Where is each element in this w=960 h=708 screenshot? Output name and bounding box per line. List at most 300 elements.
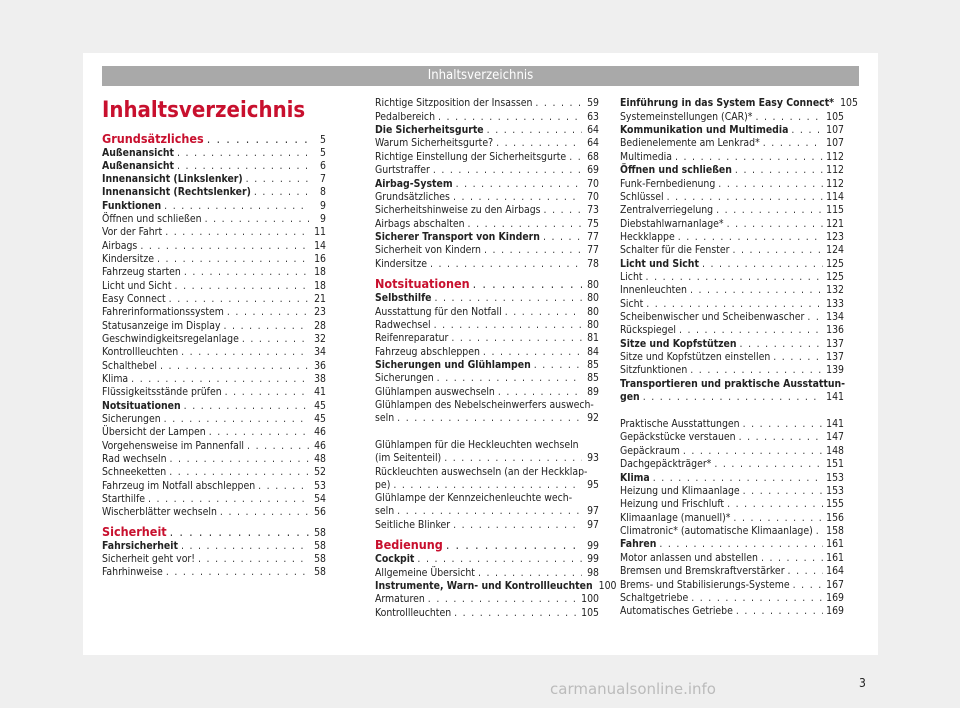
toc-entry-page: 139 — [826, 364, 844, 376]
toc-entry-title: Fahrsicherheit — [102, 540, 178, 552]
dot-leader — [505, 306, 582, 319]
toc-entry-title: Rad wechseln — [102, 453, 167, 465]
toc-section-heading — [375, 276, 599, 293]
dot-leader — [691, 592, 823, 605]
toc-entry-page: 151 — [826, 458, 844, 470]
toc-entry-page: 80 — [587, 279, 599, 291]
toc-entry-title: Außenansicht — [102, 147, 175, 159]
toc-entry-page: 36 — [314, 360, 326, 372]
toc-entry — [102, 186, 326, 199]
dot-leader — [816, 525, 823, 538]
dot-leader — [444, 452, 582, 465]
toc-entry-title: Allgemeine Übersicht — [375, 567, 475, 579]
toc-entry — [375, 466, 599, 492]
toc-entry — [375, 218, 599, 231]
toc-entry-page: 77 — [587, 231, 599, 243]
dot-leader — [535, 97, 582, 110]
toc-entry-title: Easy Connect — [102, 293, 166, 305]
toc-entry — [620, 472, 844, 485]
dot-leader — [714, 458, 823, 471]
toc-entry-page: 64 — [587, 137, 599, 149]
toc-entry-page: 45 — [314, 413, 326, 425]
toc-entry-page: 46 — [314, 426, 326, 438]
toc-entry-page: 75 — [587, 218, 599, 230]
dot-leader — [761, 552, 823, 565]
toc-entry-page: 77 — [587, 244, 599, 256]
toc-entry — [375, 151, 599, 164]
toc-entry — [620, 605, 844, 618]
dot-leader — [788, 565, 824, 578]
toc-entry-title: Motor anlassen und abstellen — [620, 552, 758, 564]
dot-leader — [683, 445, 823, 458]
toc-entry — [620, 151, 844, 164]
toc-entry-title: Fahrzeug im Notfall abschleppen — [102, 480, 256, 492]
toc-entry-page: 161 — [826, 552, 844, 564]
dot-leader — [498, 386, 582, 399]
toc-entry-title: Sicherheit geht vor! — [102, 553, 195, 565]
toc-entry — [375, 399, 599, 425]
toc-entry-page: 169 — [826, 605, 844, 617]
toc-entry — [102, 266, 326, 279]
toc-entry-title: Öffnen und schließen — [102, 213, 202, 225]
toc-entry — [375, 519, 599, 532]
dot-leader — [247, 440, 309, 453]
toc-entry-title: Instrumente, Warn- und Kontrollleuchten — [375, 580, 593, 592]
toc-entry-page: 134 — [826, 311, 844, 323]
toc-entry-page: 14 — [314, 240, 326, 252]
dot-leader — [430, 258, 582, 271]
toc-entry-title: Diebstahlwarnanlage* — [620, 218, 724, 230]
toc-entry-title: Schaltgetriebe — [620, 592, 689, 604]
dot-leader — [791, 124, 823, 137]
toc-entry — [620, 538, 844, 551]
toc-entry — [620, 579, 844, 592]
toc-entry — [375, 244, 599, 257]
toc-entry — [102, 293, 326, 306]
toc-entry — [620, 231, 844, 244]
dot-leader — [454, 607, 578, 620]
toc-entry-page: 153 — [826, 472, 844, 484]
toc-entry — [620, 324, 844, 337]
toc-entry-title: Sicherungen — [375, 372, 434, 384]
dot-leader — [743, 418, 824, 431]
toc-entry-title: Richtige Einstellung der Sicherheitsgurte — [375, 151, 567, 163]
toc-entry — [620, 485, 844, 498]
dot-leader — [184, 400, 309, 413]
toc-entry-title: Klima — [620, 472, 650, 484]
toc-entry — [620, 431, 844, 444]
dot-leader — [679, 324, 823, 337]
toc-entry-title: Fahrzeug abschleppen — [375, 346, 480, 358]
toc-entry — [375, 372, 599, 385]
toc-entry-title: Cockpit — [375, 553, 415, 565]
dot-leader — [258, 480, 309, 493]
toc-entry-title: Öffnen und schließen — [620, 164, 732, 176]
toc-entry-title: Gepäckstücke verstauen — [620, 431, 736, 443]
toc-entry-title: Brems- und Stabilisierungs-Systeme — [620, 579, 790, 591]
toc-entry — [620, 512, 844, 525]
dot-leader — [181, 346, 309, 359]
toc-entry-page: 155 — [826, 498, 844, 510]
toc-entry-page: 53 — [314, 480, 326, 492]
toc-entry-title: Grundsätzliches — [375, 191, 450, 203]
toc-entry-page: 97 — [587, 505, 599, 517]
toc-entry — [620, 338, 844, 351]
toc-entry-title: Warum Sicherheitsgurte? — [375, 137, 494, 149]
dot-leader — [793, 579, 824, 592]
dot-leader — [453, 519, 582, 532]
toc-entry-page: 115 — [826, 204, 844, 216]
dot-leader — [148, 493, 309, 506]
dot-leader — [690, 364, 823, 377]
toc-entry — [375, 191, 599, 204]
dot-leader — [773, 351, 823, 364]
toc-entry-page: 169 — [826, 592, 844, 604]
dot-leader — [718, 178, 823, 191]
toc-entry-title: Notsituationen — [102, 400, 181, 412]
toc-entry — [102, 173, 326, 186]
toc-entry-title: Innenansicht (Linkslenker) — [102, 173, 243, 185]
toc-entry — [620, 218, 844, 231]
toc-entry — [102, 540, 326, 553]
toc-entry-page: 7 — [320, 173, 326, 185]
toc-entry-title: Flüssigkeitsstände prüfen — [102, 386, 222, 398]
toc-entry-title: Sicherheitshinweise zu den Airbags — [375, 204, 541, 216]
toc-entry-title: Climatronic* (automatische Klimaanlage) — [620, 525, 813, 537]
dot-leader — [184, 266, 309, 279]
toc-entry — [102, 280, 326, 293]
toc-entry — [375, 306, 599, 319]
dot-leader — [453, 191, 582, 204]
toc-entry-page: 85 — [587, 372, 599, 384]
toc-entry-title: Sitze und Kopfstützen einstellen — [620, 351, 771, 363]
toc-entry-page: 97 — [587, 519, 599, 531]
toc-entry — [620, 204, 844, 217]
toc-entry-page: 5 — [320, 147, 326, 159]
toc-entry — [620, 111, 844, 124]
dot-leader — [433, 164, 582, 177]
toc-entry — [375, 124, 599, 137]
dot-leader — [220, 506, 309, 519]
toc-entry-title: pe) — [375, 479, 391, 491]
toc-entry-page: 11 — [314, 226, 326, 238]
toc-entry-title: Übersicht der Lampen — [102, 426, 206, 438]
toc-entry-page: 98 — [587, 567, 599, 579]
toc-entry — [102, 413, 326, 426]
toc-entry — [102, 226, 326, 239]
toc-entry-title-line: Rückleuchten auswechseln (an der Heckklap- — [375, 466, 588, 478]
toc-entry — [620, 244, 844, 257]
dot-leader — [209, 426, 309, 439]
toc-entry — [620, 97, 858, 110]
toc-entry-title: Fahrhinweise — [102, 566, 163, 578]
toc-entry-page: 84 — [587, 346, 599, 358]
toc-entry-title: Fahrerinformationssystem — [102, 306, 224, 318]
toc-entry-title: Scheibenwischer und Scheibenwascher — [620, 311, 805, 323]
dot-leader — [569, 151, 582, 164]
dot-leader — [643, 391, 823, 404]
toc-entry-title: Radwechsel — [375, 319, 431, 331]
dot-leader — [496, 137, 582, 150]
toc-entry-title: Multimedia — [620, 151, 672, 163]
toc-entry — [375, 439, 599, 465]
toc-entry-title: Klima — [102, 373, 129, 385]
toc-entry-page: 80 — [587, 292, 599, 304]
toc-entry-page: 9 — [320, 213, 326, 225]
toc-entry-title: Sicherheit — [102, 524, 167, 539]
dot-leader — [446, 537, 582, 552]
toc-entry — [620, 258, 844, 271]
toc-entry-page: 147 — [826, 431, 844, 443]
toc-entry-page: 80 — [587, 319, 599, 331]
toc-entry — [375, 567, 599, 580]
dot-leader — [437, 372, 582, 385]
toc-entry-title-line: Glühlampe der Kennzeichenleuchte wech- — [375, 492, 573, 504]
dot-leader — [177, 160, 309, 173]
dot-leader — [169, 466, 309, 479]
toc-entry-page: 105 — [840, 97, 858, 109]
dot-leader — [170, 453, 309, 466]
dot-leader — [451, 332, 582, 345]
dot-leader — [702, 258, 823, 271]
toc-entry-page: 114 — [826, 191, 844, 203]
toc-entry — [375, 593, 599, 606]
toc-entry — [102, 147, 326, 160]
toc-entry — [620, 378, 844, 404]
toc-entry-page: 95 — [587, 479, 599, 491]
toc-entry — [375, 204, 599, 217]
dot-leader — [205, 213, 309, 226]
toc-entry — [102, 480, 326, 493]
toc-entry — [375, 332, 599, 345]
toc-entry — [620, 525, 844, 538]
toc-entry — [102, 426, 326, 439]
toc-section-heading — [375, 537, 599, 554]
toc-entry-title: Sicherungen — [102, 413, 161, 425]
toc-entry-page: 85 — [587, 359, 599, 371]
toc-entry-page: 156 — [826, 512, 844, 524]
toc-entry-title: Notsituationen — [375, 276, 470, 291]
dot-leader — [170, 524, 309, 539]
dot-leader — [543, 231, 582, 244]
toc-entry-page: 158 — [826, 525, 844, 537]
toc-entry — [620, 137, 844, 150]
toc-entry-title: Gepäckraum — [620, 445, 680, 457]
toc-entry-title-line: Glühlampen des Nebelscheinwerfers auswech- — [375, 399, 594, 411]
dot-leader — [198, 553, 309, 566]
toc-entry — [102, 253, 326, 266]
dot-leader — [140, 240, 309, 253]
toc-entry-title: Pedalbereich — [375, 111, 435, 123]
toc-entry-page: 18 — [314, 280, 326, 292]
toc-entry-title: Kontrollleuchten — [375, 607, 452, 619]
toc-entry — [375, 258, 599, 271]
toc-entry-title-line: Transportieren und praktische Ausstattun- — [620, 378, 846, 390]
toc-entry-title: Starthilfe — [102, 493, 145, 505]
dot-leader — [487, 124, 582, 137]
dot-leader — [224, 320, 310, 333]
toc-entry-page: 58 — [314, 566, 326, 578]
toc-entry-page: 58 — [314, 553, 326, 565]
toc-entry-title: Airbags — [102, 240, 138, 252]
toc-entry-page: 46 — [314, 440, 326, 452]
toc-entry-page: 16 — [314, 253, 326, 265]
toc-entry — [620, 445, 844, 458]
toc-entry-title: Klimaanlage (manuell)* — [620, 512, 731, 524]
toc-entry-title: Kindersitze — [375, 258, 427, 270]
dot-leader — [675, 151, 823, 164]
toc-entry-page: 105 — [826, 111, 844, 123]
toc-entry-title: Sicht — [620, 298, 644, 310]
toc-entry-page: 167 — [826, 579, 844, 591]
dot-leader — [225, 386, 309, 399]
toc-entry-title: Einführung in das System Easy Connect* — [620, 97, 835, 109]
toc-entry — [102, 360, 326, 373]
toc-entry-title: Bremsen und Bremskraftverstärker — [620, 565, 785, 577]
toc-entry-title: Zentralverriegelung — [620, 204, 714, 216]
toc-entry-page: 28 — [314, 320, 326, 332]
toc-entry — [375, 492, 599, 518]
dot-leader — [438, 111, 582, 124]
toc-entry — [375, 319, 599, 332]
toc-entry-title: Heckklappe — [620, 231, 675, 243]
toc-entry-title: Richtige Sitzposition der Insassen — [375, 97, 533, 109]
toc-entry — [102, 320, 326, 333]
toc-entry — [375, 164, 599, 177]
toc-entry-page: 63 — [587, 111, 599, 123]
toc-entry-page: 125 — [826, 271, 844, 283]
toc-entry-title: Wischerblätter wechseln — [102, 506, 217, 518]
dot-leader — [242, 333, 309, 346]
dot-leader — [181, 540, 309, 553]
toc-entry-title: Schalter für die Fenster — [620, 244, 730, 256]
toc-entry — [620, 311, 844, 324]
toc-entry — [375, 231, 599, 244]
dot-leader — [690, 284, 823, 297]
page-number: 3 — [859, 676, 866, 690]
toc-entry-page: 21 — [314, 293, 326, 305]
toc-entry — [102, 160, 326, 173]
toc-entry-title: Heizung und Frischluft — [620, 498, 725, 510]
toc-entry-page: 148 — [826, 445, 844, 457]
dot-leader — [740, 338, 824, 351]
toc-entry-page: 58 — [314, 527, 326, 539]
toc-entry — [620, 124, 844, 137]
toc-entry-page: 136 — [826, 324, 844, 336]
toc-entry-title: Automatisches Getriebe — [620, 605, 733, 617]
dot-leader — [428, 593, 578, 606]
dot-leader — [160, 360, 309, 373]
toc-entry — [102, 306, 326, 319]
toc-entry — [102, 200, 326, 213]
toc-entry-title: Sicherheit von Kindern — [375, 244, 481, 256]
toc-entry — [620, 271, 844, 284]
toc-entry-page: 56 — [314, 506, 326, 518]
toc-entry — [375, 553, 599, 566]
toc-entry-page: 73 — [587, 204, 599, 216]
dot-leader — [763, 137, 823, 150]
toc-entry-page: 100 — [581, 593, 599, 605]
toc-entry-title: Grundsätzliches — [102, 131, 204, 146]
toc-entry-page: 137 — [826, 351, 844, 363]
toc-entry-title: Kommunikation und Multimedia — [620, 124, 789, 136]
toc-entry-title: Heizung und Klimaanlage — [620, 485, 740, 497]
dot-leader — [678, 231, 823, 244]
toc-entry-title: Gurtstraffer — [375, 164, 430, 176]
toc-entry-page: 161 — [826, 538, 844, 550]
toc-entry-page: 124 — [826, 244, 844, 256]
toc-entry-page: 81 — [587, 332, 599, 344]
toc-entry-title: Außenansicht — [102, 160, 175, 172]
toc-entry-title: Bedienung — [375, 537, 443, 552]
toc-entry — [102, 213, 326, 226]
dot-leader — [716, 204, 823, 217]
dot-leader — [473, 276, 582, 291]
toc-entry-page: 112 — [826, 151, 844, 163]
toc-entry-title: Vor der Fahrt — [102, 226, 163, 238]
toc-entry-page: 64 — [587, 124, 599, 136]
toc-entry-page: 125 — [826, 258, 844, 270]
dot-leader — [434, 319, 582, 332]
toc-entry-title-line: Glühlampen für die Heckleuchten wechseln — [375, 439, 579, 451]
toc-entry — [102, 333, 326, 346]
dot-leader — [735, 164, 823, 177]
dot-leader — [177, 147, 309, 160]
toc-entry-page: 52 — [314, 466, 326, 478]
toc-entry-page: 92 — [587, 412, 599, 424]
toc-entry — [620, 565, 844, 578]
toc-entry — [620, 498, 844, 511]
dot-leader — [157, 253, 309, 266]
toc-entry-page: 141 — [826, 391, 844, 403]
toc-entry-title: Sicherungen und Glühlampen — [375, 359, 531, 371]
toc-entry-page: 8 — [320, 186, 326, 198]
toc-section-heading — [102, 524, 326, 541]
toc-entry-page: 18 — [314, 266, 326, 278]
toc-entry — [375, 386, 599, 399]
toc-entry-page: 105 — [581, 607, 599, 619]
toc-entry-page: 100 — [598, 580, 617, 592]
toc-entry-title: Statusanzeige im Display — [102, 320, 221, 332]
toc-entry-title: Seitliche Blinker — [375, 519, 451, 531]
dot-leader — [732, 244, 823, 257]
dot-leader — [755, 111, 823, 124]
dot-leader — [667, 191, 824, 204]
toc-entry-title: Innenansicht (Rechtslenker) — [102, 186, 251, 198]
page-header: Inhaltsverzeichnis — [102, 66, 859, 86]
dot-leader — [131, 373, 309, 386]
toc-entry-page: 89 — [587, 386, 599, 398]
toc-entry-title: Sitze und Kopfstützen — [620, 338, 737, 350]
toc-entry-title: Fahren — [620, 538, 657, 550]
toc-entry-title: gen — [620, 391, 640, 403]
dot-leader — [164, 200, 309, 213]
toc-entry-title: Schneeketten — [102, 466, 167, 478]
toc-entry-page: 133 — [826, 298, 844, 310]
toc-entry — [102, 506, 326, 519]
dot-leader — [534, 359, 582, 372]
toc-entry-page: 112 — [826, 164, 844, 176]
toc-entry — [102, 453, 326, 466]
toc-entry-title: Dachgepäckträger* — [620, 458, 712, 470]
toc-entry-title: Airbag-System — [375, 178, 453, 190]
dot-leader — [165, 226, 309, 239]
toc-entry-title: Vorgehensweise im Pannenfall — [102, 440, 245, 452]
toc-entry-title: Praktische Ausstattungen — [620, 418, 740, 430]
dot-leader — [736, 605, 823, 618]
toc-entry — [102, 240, 326, 253]
toc-entry-page: 123 — [826, 231, 844, 243]
